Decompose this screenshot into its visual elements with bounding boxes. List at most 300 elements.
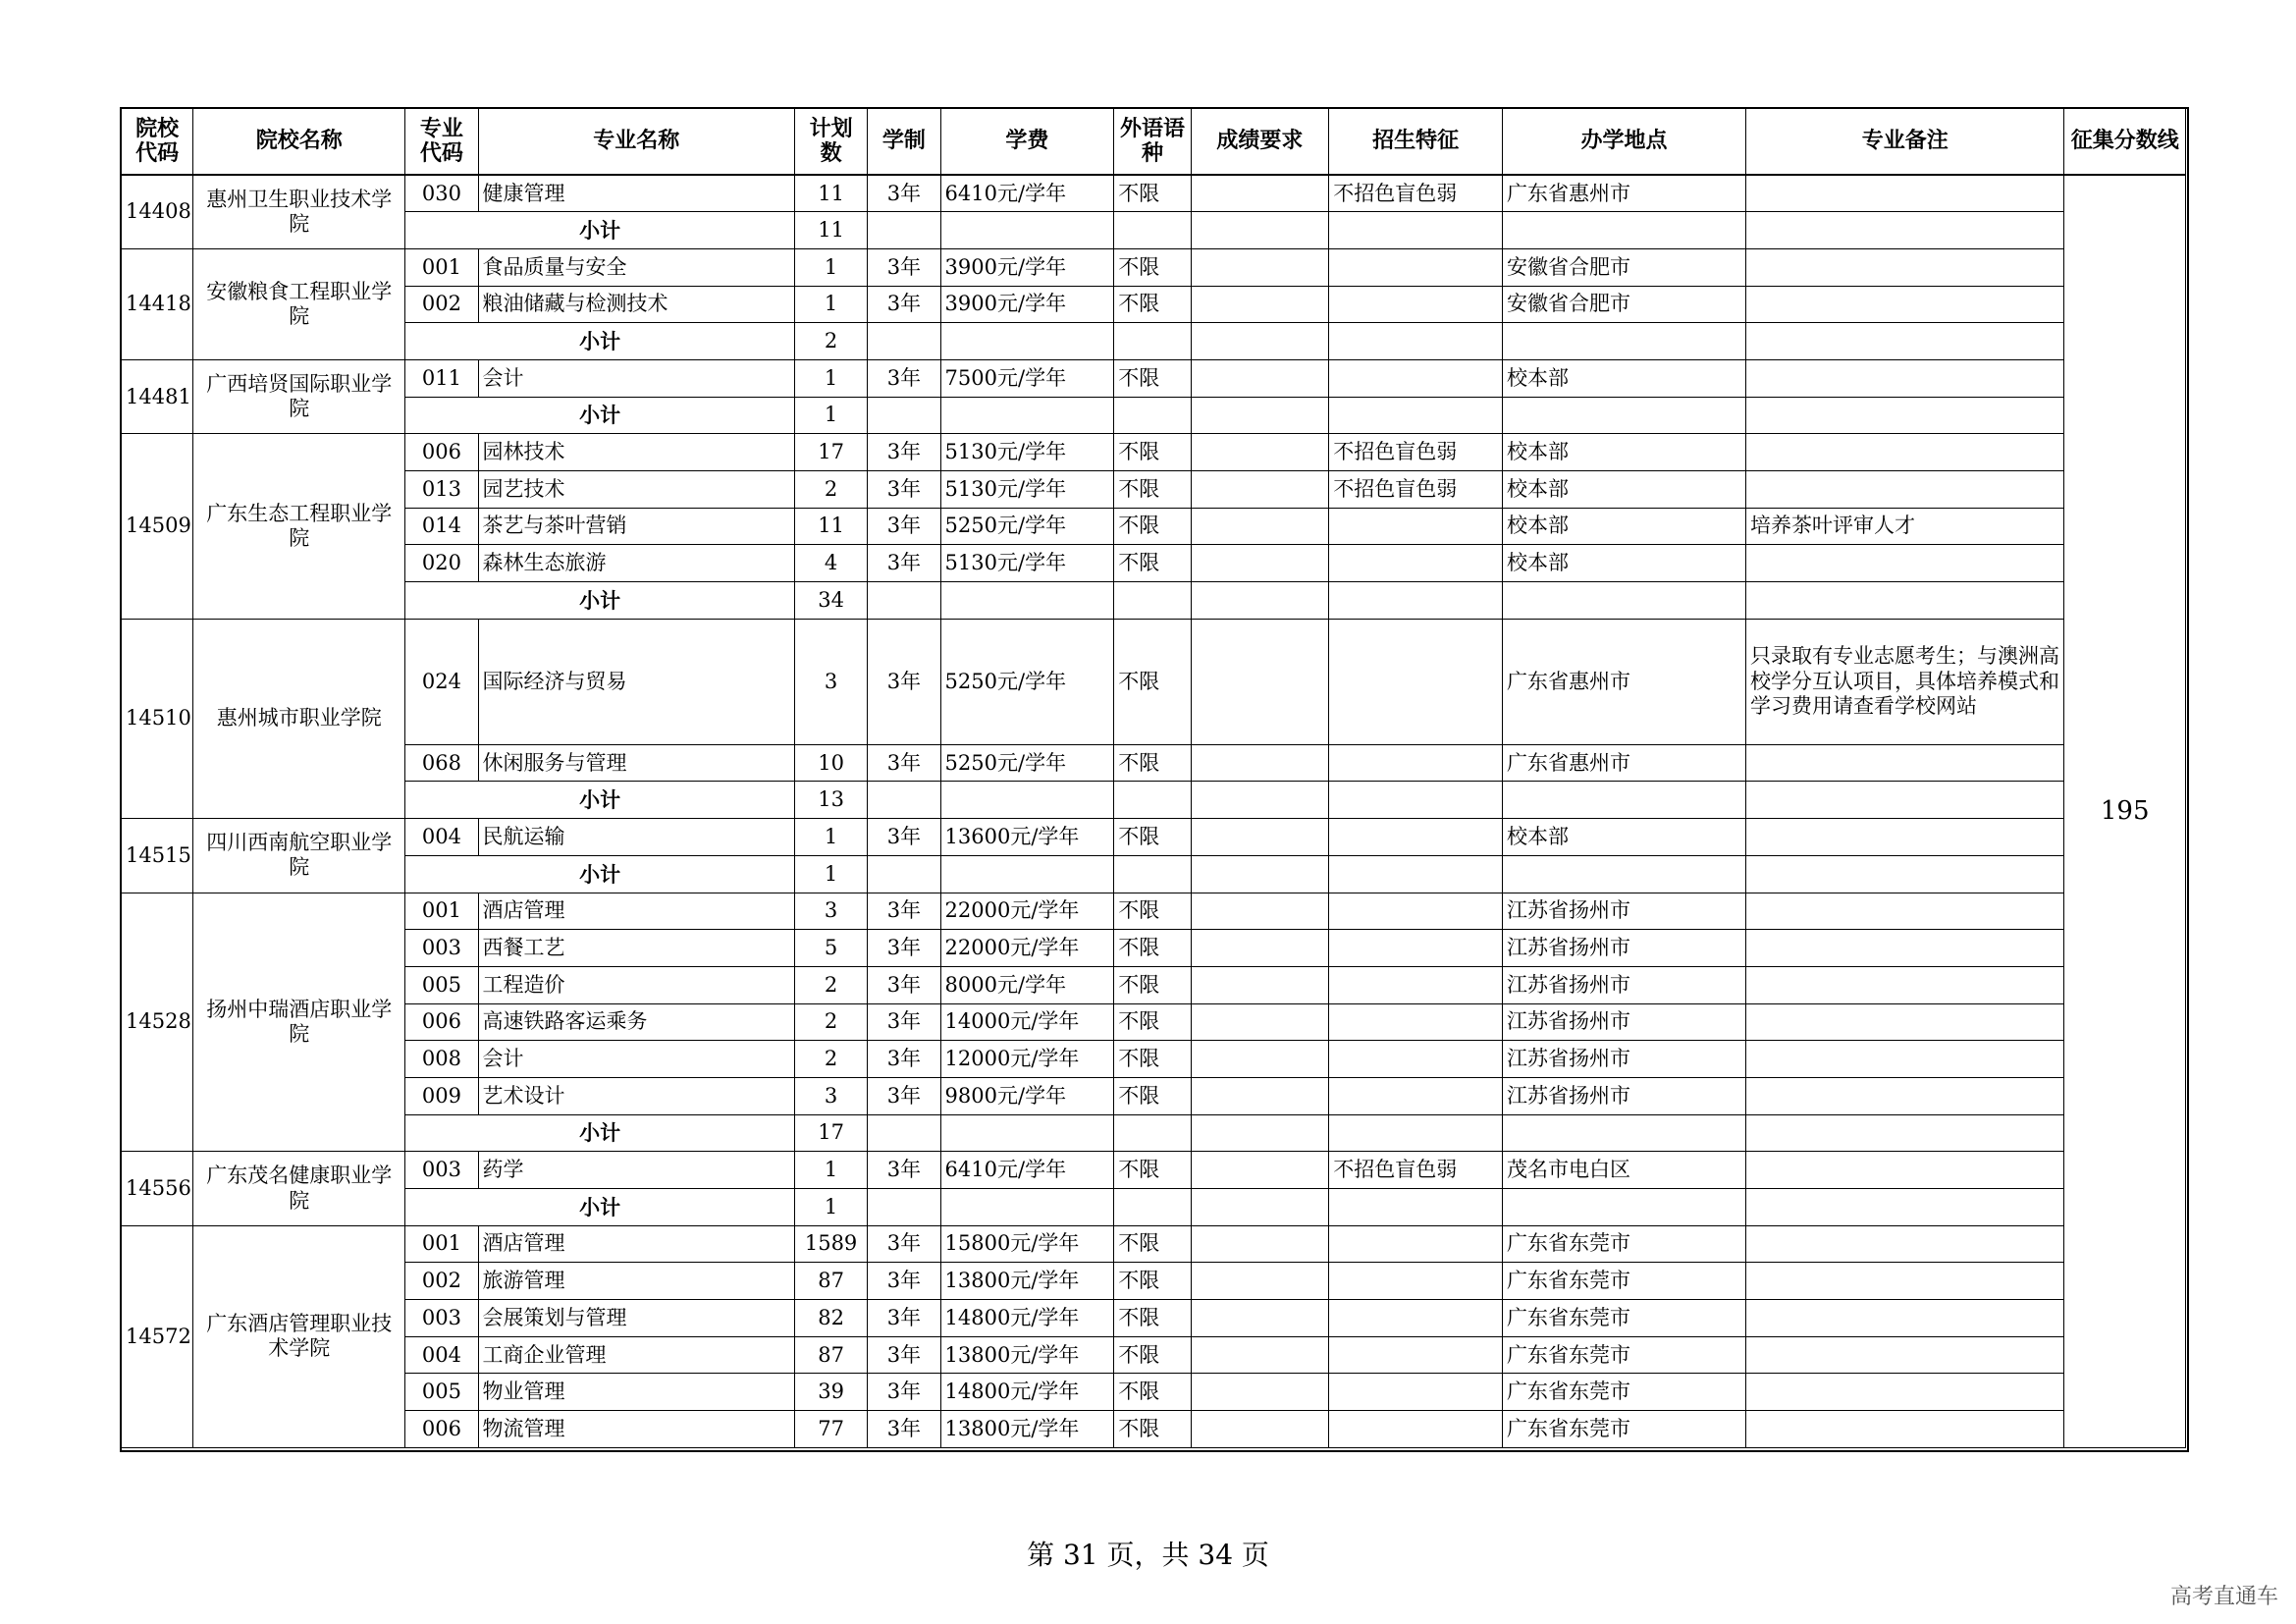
language-cell: 不限 bbox=[1114, 1263, 1191, 1300]
length-cell: 3年 bbox=[868, 619, 940, 744]
major-name-cell: 酒店管理 bbox=[478, 893, 794, 930]
tuition-cell: 22000元/学年 bbox=[940, 893, 1114, 930]
major-code-cell: 009 bbox=[405, 1077, 478, 1114]
subtotal-row bbox=[122, 1189, 2186, 1226]
empty-cell bbox=[940, 212, 1114, 249]
plan-cell: 87 bbox=[794, 1263, 867, 1300]
remark-cell bbox=[1746, 1225, 2064, 1263]
watermark: 高考直通车 bbox=[2169, 1585, 2278, 1609]
subtotal-label: 小计 bbox=[405, 782, 795, 819]
major-code-cell: 005 bbox=[405, 966, 478, 1003]
tuition-cell: 14000元/学年 bbox=[940, 1003, 1114, 1041]
tuition-cell: 15800元/学年 bbox=[940, 1225, 1114, 1263]
location-cell: 校本部 bbox=[1502, 819, 1745, 856]
length-cell: 3年 bbox=[868, 248, 940, 286]
empty-cell bbox=[1329, 1114, 1503, 1152]
empty-cell bbox=[868, 1189, 940, 1226]
major-name-cell: 西餐工艺 bbox=[478, 930, 794, 967]
table-row bbox=[122, 966, 2186, 1003]
score-req-cell bbox=[1191, 819, 1329, 856]
location-cell: 江苏省扬州市 bbox=[1502, 966, 1745, 1003]
empty-cell bbox=[1502, 855, 1745, 893]
feature-cell bbox=[1329, 1300, 1503, 1337]
table-body bbox=[122, 175, 2186, 1447]
header-row bbox=[122, 109, 2186, 176]
table-row bbox=[122, 1041, 2186, 1078]
feature-cell: 不招色盲色弱 bbox=[1329, 175, 1503, 212]
location-cell: 茂名市电白区 bbox=[1502, 1152, 1745, 1189]
table-row bbox=[122, 619, 2186, 744]
tuition-cell: 13800元/学年 bbox=[940, 1336, 1114, 1374]
remark-cell bbox=[1746, 1041, 2064, 1078]
table-row bbox=[122, 508, 2186, 545]
plan-cell: 17 bbox=[794, 434, 867, 471]
table-row bbox=[122, 545, 2186, 582]
empty-cell bbox=[1191, 582, 1329, 620]
feature-cell bbox=[1329, 1336, 1503, 1374]
major-code-cell: 001 bbox=[405, 1225, 478, 1263]
major-name-cell: 高速铁路客运乘务 bbox=[478, 1003, 794, 1041]
header-cutoff: 征集分数线 bbox=[2064, 109, 2186, 176]
header-score-req: 成绩要求 bbox=[1191, 109, 1329, 176]
subtotal-value: 1 bbox=[794, 855, 867, 893]
score-req-cell bbox=[1191, 248, 1329, 286]
empty-cell bbox=[1114, 323, 1191, 360]
empty-cell bbox=[1191, 212, 1329, 249]
language-cell: 不限 bbox=[1114, 1300, 1191, 1337]
empty-cell bbox=[1114, 582, 1191, 620]
remark-cell bbox=[1746, 930, 2064, 967]
table-row bbox=[122, 359, 2186, 397]
score-req-cell bbox=[1191, 1300, 1329, 1337]
length-cell: 3年 bbox=[868, 1374, 940, 1411]
table-row bbox=[122, 893, 2186, 930]
major-name-cell: 粮油储藏与检测技术 bbox=[478, 286, 794, 323]
feature-cell bbox=[1329, 248, 1503, 286]
major-name-cell: 民航运输 bbox=[478, 819, 794, 856]
school-code-cell: 14528 bbox=[122, 893, 193, 1152]
location-cell: 安徽省合肥市 bbox=[1502, 286, 1745, 323]
empty-cell bbox=[1114, 1189, 1191, 1226]
subtotal-row bbox=[122, 212, 2186, 249]
empty-cell bbox=[1746, 582, 2064, 620]
school-name-cell: 广东酒店管理职业技术学院 bbox=[193, 1225, 405, 1447]
location-cell: 校本部 bbox=[1502, 434, 1745, 471]
table-row bbox=[122, 1003, 2186, 1041]
length-cell: 3年 bbox=[868, 1077, 940, 1114]
feature-cell: 不招色盲色弱 bbox=[1329, 1152, 1503, 1189]
major-code-cell: 030 bbox=[405, 175, 478, 212]
school-code-cell: 14408 bbox=[122, 175, 193, 248]
major-code-cell: 024 bbox=[405, 619, 478, 744]
empty-cell bbox=[1502, 582, 1745, 620]
location-cell: 校本部 bbox=[1502, 545, 1745, 582]
location-cell: 校本部 bbox=[1502, 508, 1745, 545]
school-name-cell: 惠州城市职业学院 bbox=[193, 619, 405, 818]
empty-cell bbox=[1191, 1114, 1329, 1152]
header-remark: 专业备注 bbox=[1746, 109, 2064, 176]
empty-cell bbox=[1329, 855, 1503, 893]
score-req-cell bbox=[1191, 893, 1329, 930]
language-cell: 不限 bbox=[1114, 359, 1191, 397]
header-location: 办学地点 bbox=[1502, 109, 1745, 176]
length-cell: 3年 bbox=[868, 1263, 940, 1300]
major-name-cell: 物流管理 bbox=[478, 1411, 794, 1448]
language-cell: 不限 bbox=[1114, 1077, 1191, 1114]
score-req-cell bbox=[1191, 1077, 1329, 1114]
feature-cell bbox=[1329, 930, 1503, 967]
length-cell: 3年 bbox=[868, 819, 940, 856]
remark-cell bbox=[1746, 1300, 2064, 1337]
subtotal-row bbox=[122, 1114, 2186, 1152]
language-cell: 不限 bbox=[1114, 471, 1191, 509]
empty-cell bbox=[1746, 1114, 2064, 1152]
table-row bbox=[122, 1077, 2186, 1114]
empty-cell bbox=[940, 323, 1114, 360]
language-cell: 不限 bbox=[1114, 893, 1191, 930]
tuition-cell: 3900元/学年 bbox=[940, 248, 1114, 286]
subtotal-label: 小计 bbox=[405, 1189, 795, 1226]
major-code-cell: 001 bbox=[405, 248, 478, 286]
empty-cell bbox=[1746, 323, 2064, 360]
score-req-cell bbox=[1191, 175, 1329, 212]
header-plan: 计划数 bbox=[794, 109, 867, 176]
major-code-cell: 002 bbox=[405, 1263, 478, 1300]
table-row bbox=[122, 1411, 2186, 1448]
location-cell: 广东省东莞市 bbox=[1502, 1336, 1745, 1374]
empty-cell bbox=[1191, 397, 1329, 434]
plan-cell: 1 bbox=[794, 819, 867, 856]
major-name-cell: 休闲服务与管理 bbox=[478, 744, 794, 782]
empty-cell bbox=[1329, 782, 1503, 819]
major-name-cell: 健康管理 bbox=[478, 175, 794, 212]
major-code-cell: 011 bbox=[405, 359, 478, 397]
tuition-cell: 5130元/学年 bbox=[940, 545, 1114, 582]
feature-cell bbox=[1329, 1041, 1503, 1078]
feature-cell bbox=[1329, 545, 1503, 582]
plan-cell: 1 bbox=[794, 1152, 867, 1189]
length-cell: 3年 bbox=[868, 966, 940, 1003]
feature-cell bbox=[1329, 1003, 1503, 1041]
table-row bbox=[122, 930, 2186, 967]
major-name-cell: 旅游管理 bbox=[478, 1263, 794, 1300]
empty-cell bbox=[1746, 1189, 2064, 1226]
table-row bbox=[122, 1336, 2186, 1374]
header-features: 招生特征 bbox=[1329, 109, 1503, 176]
school-name-cell: 广东茂名健康职业学院 bbox=[193, 1152, 405, 1225]
subtotal-row bbox=[122, 855, 2186, 893]
length-cell: 3年 bbox=[868, 508, 940, 545]
empty-cell bbox=[1502, 1114, 1745, 1152]
score-req-cell bbox=[1191, 1411, 1329, 1448]
cutoff-score-cell: 195 bbox=[2064, 175, 2186, 1447]
length-cell: 3年 bbox=[868, 930, 940, 967]
score-req-cell bbox=[1191, 286, 1329, 323]
major-code-cell: 020 bbox=[405, 545, 478, 582]
header-school-name: 院校名称 bbox=[193, 109, 405, 176]
length-cell: 3年 bbox=[868, 1225, 940, 1263]
remark-cell bbox=[1746, 359, 2064, 397]
table-row bbox=[122, 1225, 2186, 1263]
language-cell: 不限 bbox=[1114, 819, 1191, 856]
length-cell: 3年 bbox=[868, 434, 940, 471]
location-cell: 广东省东莞市 bbox=[1502, 1374, 1745, 1411]
tuition-cell: 13800元/学年 bbox=[940, 1263, 1114, 1300]
location-cell: 江苏省扬州市 bbox=[1502, 1077, 1745, 1114]
plan-cell: 11 bbox=[794, 508, 867, 545]
length-cell: 3年 bbox=[868, 545, 940, 582]
subtotal-value: 34 bbox=[794, 582, 867, 620]
feature-cell: 不招色盲色弱 bbox=[1329, 434, 1503, 471]
remark-cell: 培养茶叶评审人才 bbox=[1746, 508, 2064, 545]
language-cell: 不限 bbox=[1114, 1336, 1191, 1374]
tuition-cell: 13600元/学年 bbox=[940, 819, 1114, 856]
subtotal-label: 小计 bbox=[405, 582, 795, 620]
feature-cell bbox=[1329, 508, 1503, 545]
plan-cell: 1589 bbox=[794, 1225, 867, 1263]
plan-cell: 10 bbox=[794, 744, 867, 782]
major-code-cell: 014 bbox=[405, 508, 478, 545]
language-cell: 不限 bbox=[1114, 966, 1191, 1003]
table-row bbox=[122, 471, 2186, 509]
school-code-cell: 14510 bbox=[122, 619, 193, 818]
major-name-cell: 酒店管理 bbox=[478, 1225, 794, 1263]
subtotal-row bbox=[122, 582, 2186, 620]
plan-cell: 2 bbox=[794, 1041, 867, 1078]
major-name-cell: 森林生态旅游 bbox=[478, 545, 794, 582]
empty-cell bbox=[1114, 397, 1191, 434]
major-name-cell: 会计 bbox=[478, 359, 794, 397]
length-cell: 3年 bbox=[868, 893, 940, 930]
remark-cell bbox=[1746, 545, 2064, 582]
empty-cell bbox=[940, 855, 1114, 893]
empty-cell bbox=[1502, 782, 1745, 819]
school-name-cell: 广东生态工程职业学院 bbox=[193, 434, 405, 619]
remark-cell bbox=[1746, 286, 2064, 323]
major-code-cell: 068 bbox=[405, 744, 478, 782]
length-cell: 3年 bbox=[868, 175, 940, 212]
tuition-cell: 5130元/学年 bbox=[940, 471, 1114, 509]
empty-cell bbox=[1502, 212, 1745, 249]
subtotal-label: 小计 bbox=[405, 1114, 795, 1152]
location-cell: 安徽省合肥市 bbox=[1502, 248, 1745, 286]
plan-cell: 2 bbox=[794, 471, 867, 509]
subtotal-row bbox=[122, 782, 2186, 819]
subtotal-row bbox=[122, 397, 2186, 434]
major-name-cell: 茶艺与茶叶营销 bbox=[478, 508, 794, 545]
major-name-cell: 物业管理 bbox=[478, 1374, 794, 1411]
length-cell: 3年 bbox=[868, 744, 940, 782]
remark-cell bbox=[1746, 1077, 2064, 1114]
language-cell: 不限 bbox=[1114, 1041, 1191, 1078]
plan-cell: 1 bbox=[794, 286, 867, 323]
tuition-cell: 12000元/学年 bbox=[940, 1041, 1114, 1078]
tuition-cell: 6410元/学年 bbox=[940, 175, 1114, 212]
language-cell: 不限 bbox=[1114, 930, 1191, 967]
table-row bbox=[122, 819, 2186, 856]
empty-cell bbox=[1329, 323, 1503, 360]
score-req-cell bbox=[1191, 619, 1329, 744]
score-req-cell bbox=[1191, 508, 1329, 545]
header-major-code: 专业代码 bbox=[405, 109, 478, 176]
length-cell: 3年 bbox=[868, 1336, 940, 1374]
table-row bbox=[122, 1263, 2186, 1300]
remark-cell bbox=[1746, 1336, 2064, 1374]
feature-cell bbox=[1329, 744, 1503, 782]
subtotal-value: 1 bbox=[794, 1189, 867, 1226]
major-code-cell: 002 bbox=[405, 286, 478, 323]
page-footer: 第 31 页，共 34 页 bbox=[1027, 1539, 1269, 1571]
school-code-cell: 14572 bbox=[122, 1225, 193, 1447]
tuition-cell: 5250元/学年 bbox=[940, 619, 1114, 744]
plan-cell: 4 bbox=[794, 545, 867, 582]
empty-cell bbox=[868, 782, 940, 819]
tuition-cell: 9800元/学年 bbox=[940, 1077, 1114, 1114]
subtotal-label: 小计 bbox=[405, 323, 795, 360]
tuition-cell: 7500元/学年 bbox=[940, 359, 1114, 397]
major-name-cell: 会计 bbox=[478, 1041, 794, 1078]
empty-cell bbox=[1329, 582, 1503, 620]
subtotal-value: 17 bbox=[794, 1114, 867, 1152]
empty-cell bbox=[1746, 855, 2064, 893]
remark-cell bbox=[1746, 1411, 2064, 1448]
school-code-cell: 14481 bbox=[122, 359, 193, 433]
location-cell: 广东省东莞市 bbox=[1502, 1300, 1745, 1337]
major-code-cell: 008 bbox=[405, 1041, 478, 1078]
empty-cell bbox=[1746, 397, 2064, 434]
remark-cell bbox=[1746, 1152, 2064, 1189]
empty-cell bbox=[1114, 212, 1191, 249]
empty-cell bbox=[1502, 323, 1745, 360]
language-cell: 不限 bbox=[1114, 1225, 1191, 1263]
tuition-cell: 6410元/学年 bbox=[940, 1152, 1114, 1189]
empty-cell bbox=[1114, 782, 1191, 819]
empty-cell bbox=[868, 855, 940, 893]
plan-cell: 5 bbox=[794, 930, 867, 967]
plan-cell: 39 bbox=[794, 1374, 867, 1411]
header-major-name: 专业名称 bbox=[478, 109, 794, 176]
school-code-cell: 14556 bbox=[122, 1152, 193, 1225]
tuition-cell: 22000元/学年 bbox=[940, 930, 1114, 967]
subtotal-value: 13 bbox=[794, 782, 867, 819]
empty-cell bbox=[940, 1189, 1114, 1226]
remark-cell bbox=[1746, 175, 2064, 212]
subtotal-label: 小计 bbox=[405, 397, 795, 434]
score-req-cell bbox=[1191, 744, 1329, 782]
score-req-cell bbox=[1191, 359, 1329, 397]
language-cell: 不限 bbox=[1114, 508, 1191, 545]
length-cell: 3年 bbox=[868, 1041, 940, 1078]
tuition-cell: 14800元/学年 bbox=[940, 1300, 1114, 1337]
feature-cell: 不招色盲色弱 bbox=[1329, 471, 1503, 509]
subtotal-value: 1 bbox=[794, 397, 867, 434]
subtotal-label: 小计 bbox=[405, 855, 795, 893]
header-school-code: 院校代码 bbox=[122, 109, 193, 176]
length-cell: 3年 bbox=[868, 471, 940, 509]
empty-cell bbox=[868, 582, 940, 620]
location-cell: 广东省惠州市 bbox=[1502, 175, 1745, 212]
language-cell: 不限 bbox=[1114, 175, 1191, 212]
empty-cell bbox=[1746, 782, 2064, 819]
language-cell: 不限 bbox=[1114, 545, 1191, 582]
feature-cell bbox=[1329, 619, 1503, 744]
score-req-cell bbox=[1191, 1263, 1329, 1300]
subtotal-label: 小计 bbox=[405, 212, 795, 249]
feature-cell bbox=[1329, 1374, 1503, 1411]
school-code-cell: 14509 bbox=[122, 434, 193, 619]
tuition-cell: 3900元/学年 bbox=[940, 286, 1114, 323]
major-code-cell: 003 bbox=[405, 930, 478, 967]
empty-cell bbox=[1329, 212, 1503, 249]
remark-cell bbox=[1746, 966, 2064, 1003]
score-req-cell bbox=[1191, 1152, 1329, 1189]
feature-cell bbox=[1329, 1411, 1503, 1448]
plan-cell: 1 bbox=[794, 248, 867, 286]
tuition-cell: 5250元/学年 bbox=[940, 508, 1114, 545]
major-name-cell: 食品质量与安全 bbox=[478, 248, 794, 286]
remark-cell bbox=[1746, 248, 2064, 286]
table-row bbox=[122, 1152, 2186, 1189]
school-name-cell: 扬州中瑞酒店职业学院 bbox=[193, 893, 405, 1152]
location-cell: 广东省东莞市 bbox=[1502, 1411, 1745, 1448]
plan-cell: 77 bbox=[794, 1411, 867, 1448]
major-code-cell: 004 bbox=[405, 819, 478, 856]
table-row bbox=[122, 175, 2186, 212]
plan-cell: 87 bbox=[794, 1336, 867, 1374]
plan-cell: 3 bbox=[794, 619, 867, 744]
location-cell: 江苏省扬州市 bbox=[1502, 930, 1745, 967]
plan-cell: 82 bbox=[794, 1300, 867, 1337]
school-name-cell: 惠州卫生职业技术学院 bbox=[193, 175, 405, 248]
header-length: 学制 bbox=[868, 109, 940, 176]
empty-cell bbox=[1746, 212, 2064, 249]
major-name-cell: 园林技术 bbox=[478, 434, 794, 471]
empty-cell bbox=[868, 212, 940, 249]
tuition-cell: 8000元/学年 bbox=[940, 966, 1114, 1003]
remark-cell bbox=[1746, 744, 2064, 782]
major-code-cell: 006 bbox=[405, 434, 478, 471]
table-row bbox=[122, 286, 2186, 323]
location-cell: 校本部 bbox=[1502, 359, 1745, 397]
table-row bbox=[122, 1374, 2186, 1411]
empty-cell bbox=[1329, 397, 1503, 434]
location-cell: 广东省惠州市 bbox=[1502, 744, 1745, 782]
language-cell: 不限 bbox=[1114, 1003, 1191, 1041]
remark-cell: 只录取有专业志愿考生；与澳洲高校学分互认项目，具体培养模式和学习费用请查看学校网站 bbox=[1746, 619, 2064, 744]
location-cell: 校本部 bbox=[1502, 471, 1745, 509]
major-name-cell: 艺术设计 bbox=[478, 1077, 794, 1114]
admissions-table bbox=[121, 108, 2186, 1448]
major-code-cell: 003 bbox=[405, 1300, 478, 1337]
score-req-cell bbox=[1191, 471, 1329, 509]
table-row bbox=[122, 248, 2186, 286]
language-cell: 不限 bbox=[1114, 1374, 1191, 1411]
language-cell: 不限 bbox=[1114, 619, 1191, 744]
empty-cell bbox=[868, 397, 940, 434]
language-cell: 不限 bbox=[1114, 248, 1191, 286]
feature-cell bbox=[1329, 893, 1503, 930]
empty-cell bbox=[1502, 1189, 1745, 1226]
length-cell: 3年 bbox=[868, 286, 940, 323]
empty-cell bbox=[1329, 1189, 1503, 1226]
tuition-cell: 13800元/学年 bbox=[940, 1411, 1114, 1448]
feature-cell bbox=[1329, 1077, 1503, 1114]
length-cell: 3年 bbox=[868, 1300, 940, 1337]
school-name-cell: 广西培贤国际职业学院 bbox=[193, 359, 405, 433]
score-req-cell bbox=[1191, 966, 1329, 1003]
language-cell: 不限 bbox=[1114, 1152, 1191, 1189]
table-row bbox=[122, 1300, 2186, 1337]
